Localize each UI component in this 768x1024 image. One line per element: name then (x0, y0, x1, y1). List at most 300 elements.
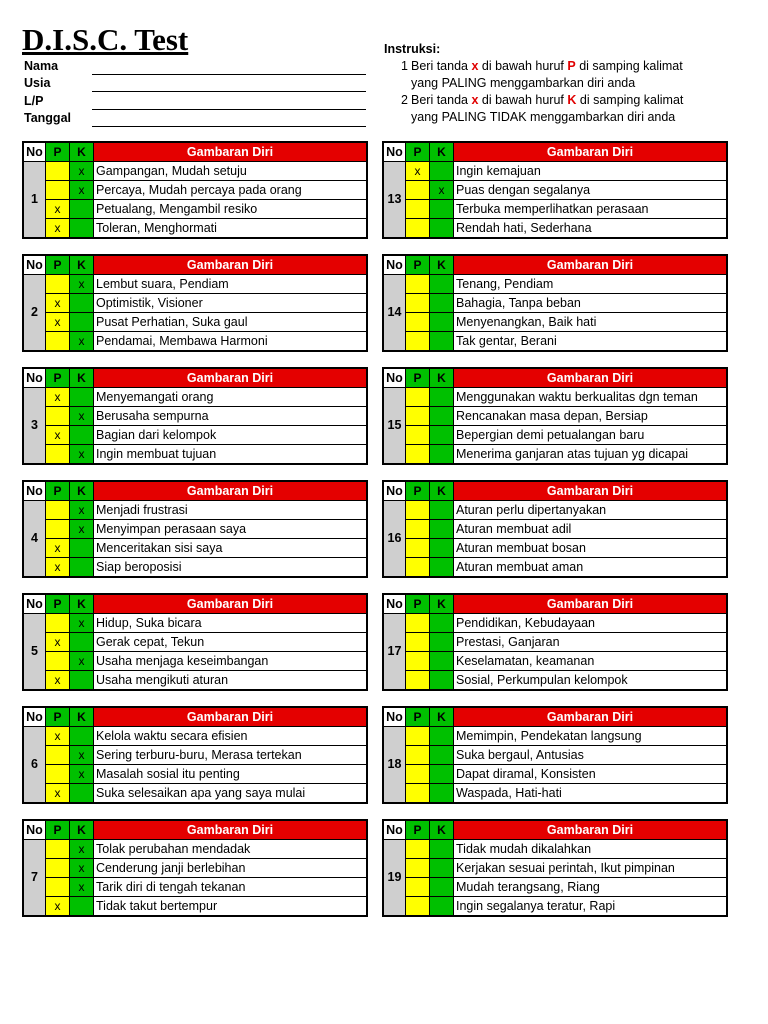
table-row (384, 200, 727, 219)
statement-text: Ingin segalanya teratur, Rapi (454, 897, 727, 916)
k-checkbox[interactable]: x (70, 501, 94, 520)
instruction-mark: x (471, 93, 479, 107)
k-checkbox[interactable]: x (70, 275, 94, 294)
disc-group-6 (22, 706, 368, 804)
p-checkbox[interactable] (406, 652, 430, 671)
p-checkbox[interactable]: x (46, 539, 70, 558)
group-number: 7 (24, 840, 46, 916)
statement-text: Dapat diramal, Konsisten (454, 765, 727, 784)
table-row (24, 219, 367, 238)
table-header-row (384, 708, 727, 727)
header-gambaran-diri: Gambaran Diri (94, 143, 367, 162)
table-row (384, 859, 727, 878)
statement-text: Menyenangkan, Baik hati (454, 313, 727, 332)
table-row (384, 275, 727, 294)
k-checkbox[interactable] (430, 746, 454, 765)
p-checkbox[interactable] (406, 332, 430, 351)
statement-text: Tenang, Pendiam (454, 275, 727, 294)
table-row (384, 219, 727, 238)
k-checkbox[interactable] (430, 294, 454, 313)
table-header-row (24, 482, 367, 501)
table-header-row (384, 256, 727, 275)
header-p: P (46, 821, 70, 840)
table-header-row (24, 256, 367, 275)
p-checkbox[interactable] (406, 388, 430, 407)
p-checkbox[interactable] (406, 294, 430, 313)
p-checkbox[interactable]: x (46, 727, 70, 746)
p-checkbox[interactable] (406, 727, 430, 746)
k-checkbox[interactable]: x (70, 859, 94, 878)
k-checkbox[interactable] (430, 784, 454, 803)
instruction-number: 1 (401, 59, 408, 73)
statement-text: Menerima ganjaran atas tujuan yg dicapai (454, 445, 727, 464)
k-checkbox[interactable] (70, 558, 94, 577)
header-gambaran-diri: Gambaran Diri (454, 595, 727, 614)
k-checkbox[interactable]: x (70, 162, 94, 181)
k-checkbox[interactable] (70, 784, 94, 803)
header-no: No (24, 821, 46, 840)
p-checkbox[interactable] (46, 445, 70, 464)
disc-group-13 (382, 141, 728, 239)
disc-group-2 (22, 254, 368, 352)
table-row (384, 784, 727, 803)
header-p: P (46, 143, 70, 162)
k-checkbox[interactable]: x (70, 614, 94, 633)
statement-text: Siap beroposisi (94, 558, 367, 577)
header-gambaran-diri: Gambaran Diri (94, 369, 367, 388)
statement-text: Menggunakan waktu berkualitas dgn teman (454, 388, 727, 407)
disc-group-5 (22, 593, 368, 691)
header-k: K (70, 708, 94, 727)
statement-text: Aturan membuat adil (454, 520, 727, 539)
table-row (384, 878, 727, 897)
k-checkbox[interactable] (70, 388, 94, 407)
table-row (24, 746, 367, 765)
p-checkbox[interactable] (406, 784, 430, 803)
group-number: 18 (384, 727, 406, 803)
statement-text: Aturan membuat aman (454, 558, 727, 577)
p-checkbox[interactable] (406, 539, 430, 558)
table-row (24, 520, 367, 539)
statement-text: Rendah hati, Sederhana (454, 219, 727, 238)
p-checkbox[interactable] (46, 652, 70, 671)
p-checkbox[interactable] (46, 162, 70, 181)
k-checkbox[interactable] (430, 840, 454, 859)
header-p: P (46, 482, 70, 501)
header-k: K (70, 595, 94, 614)
k-checkbox[interactable] (430, 859, 454, 878)
statement-text: Optimistik, Visioner (94, 294, 367, 313)
k-checkbox[interactable] (430, 897, 454, 916)
table-row (24, 897, 367, 916)
table-row (24, 558, 367, 577)
p-checkbox[interactable] (46, 332, 70, 351)
k-checkbox[interactable] (430, 652, 454, 671)
k-checkbox[interactable] (430, 520, 454, 539)
header-p: P (46, 256, 70, 275)
table-header-row (24, 143, 367, 162)
table-header-row (24, 821, 367, 840)
p-checkbox[interactable] (406, 501, 430, 520)
k-checkbox[interactable]: x (70, 765, 94, 784)
k-checkbox[interactable] (70, 633, 94, 652)
p-checkbox[interactable]: x (46, 426, 70, 445)
k-checkbox[interactable]: x (70, 878, 94, 897)
instruction-letter-p: P (567, 59, 576, 73)
k-checkbox[interactable] (70, 219, 94, 238)
table-row (384, 162, 727, 181)
table-header-row (24, 708, 367, 727)
header-p: P (406, 256, 430, 275)
header-p: P (46, 369, 70, 388)
p-checkbox[interactable] (406, 275, 430, 294)
header-p: P (46, 595, 70, 614)
statement-text: Hidup, Suka bicara (94, 614, 367, 633)
instruction-text: di bawah huruf (478, 59, 568, 73)
table-row (24, 784, 367, 803)
table-row (384, 633, 727, 652)
statement-text: Rencanakan masa depan, Bersiap (454, 407, 727, 426)
k-checkbox[interactable] (430, 332, 454, 351)
p-checkbox[interactable]: x (46, 784, 70, 803)
k-checkbox[interactable]: x (70, 746, 94, 765)
group-number: 14 (384, 275, 406, 351)
k-checkbox[interactable]: x (70, 407, 94, 426)
table-row (384, 614, 727, 633)
disc-group-15 (382, 367, 728, 465)
header-no: No (384, 595, 406, 614)
statement-text: Pusat Perhatian, Suka gaul (94, 313, 367, 332)
group-number: 3 (24, 388, 46, 464)
table-row (384, 520, 727, 539)
p-checkbox[interactable] (46, 859, 70, 878)
header-k: K (430, 821, 454, 840)
instruction-text: di bawah huruf (478, 93, 568, 107)
k-checkbox[interactable] (430, 445, 454, 464)
k-checkbox[interactable]: x (70, 520, 94, 539)
k-checkbox[interactable] (70, 539, 94, 558)
table-row (24, 313, 367, 332)
group-number: 19 (384, 840, 406, 916)
instruction-letter-k: K (567, 93, 577, 107)
header-k: K (430, 482, 454, 501)
p-checkbox[interactable] (46, 520, 70, 539)
statement-text: Aturan perlu dipertanyakan (454, 501, 727, 520)
instruction-line-3 (384, 92, 764, 109)
disc-group-17 (382, 593, 728, 691)
k-checkbox[interactable] (70, 897, 94, 916)
disc-group-4 (22, 480, 368, 578)
header-gambaran-diri: Gambaran Diri (454, 708, 727, 727)
k-checkbox[interactable] (430, 539, 454, 558)
p-checkbox[interactable] (406, 878, 430, 897)
table-row (384, 558, 727, 577)
header-gambaran-diri: Gambaran Diri (94, 821, 367, 840)
p-checkbox[interactable] (406, 181, 430, 200)
k-checkbox[interactable] (70, 727, 94, 746)
table-row (384, 501, 727, 520)
k-checkbox[interactable] (430, 407, 454, 426)
p-checkbox[interactable] (406, 520, 430, 539)
table-row (24, 407, 367, 426)
header-p: P (406, 821, 430, 840)
statement-text: Percaya, Mudah percaya pada orang (94, 181, 367, 200)
p-checkbox[interactable] (406, 671, 430, 690)
table-row (24, 652, 367, 671)
table-row (384, 294, 727, 313)
table-header-row (24, 369, 367, 388)
usia-field[interactable] (92, 75, 366, 92)
statement-text: Suka selesaikan apa yang saya mulai (94, 784, 367, 803)
p-checkbox[interactable] (46, 407, 70, 426)
p-checkbox[interactable] (46, 746, 70, 765)
header-no: No (384, 369, 406, 388)
instruction-text: yang PALING TIDAK menggambarkan diri anda (411, 110, 676, 124)
p-checkbox[interactable]: x (46, 219, 70, 238)
statement-text: Prestasi, Ganjaran (454, 633, 727, 652)
p-checkbox[interactable]: x (46, 671, 70, 690)
disc-group-1 (22, 141, 368, 239)
statement-text: Kelola waktu secara efisien (94, 727, 367, 746)
instruction-number: 2 (401, 93, 408, 107)
lp-field[interactable] (92, 93, 366, 110)
table-row (384, 727, 727, 746)
table-row (384, 407, 727, 426)
k-checkbox[interactable] (430, 162, 454, 181)
table-row (24, 878, 367, 897)
k-checkbox[interactable]: x (430, 181, 454, 200)
table-row (384, 313, 727, 332)
table-row (24, 332, 367, 351)
k-checkbox[interactable] (430, 765, 454, 784)
header-no: No (24, 369, 46, 388)
p-checkbox[interactable]: x (46, 200, 70, 219)
header-gambaran-diri: Gambaran Diri (454, 369, 727, 388)
p-checkbox[interactable] (46, 501, 70, 520)
statement-text: Kerjakan sesuai perintah, Ikut pimpinan (454, 859, 727, 878)
table-row (384, 746, 727, 765)
instruction-text: yang PALING menggambarkan diri anda (411, 76, 636, 90)
header-no: No (384, 256, 406, 275)
statement-text: Menjadi frustrasi (94, 501, 367, 520)
p-checkbox[interactable]: x (46, 294, 70, 313)
p-checkbox[interactable] (46, 275, 70, 294)
instructions-heading: Instruksi: (384, 42, 441, 56)
header-gambaran-diri: Gambaran Diri (454, 482, 727, 501)
table-row (24, 426, 367, 445)
tanggal-field[interactable] (92, 110, 366, 127)
p-checkbox[interactable] (406, 897, 430, 916)
p-checkbox[interactable] (46, 765, 70, 784)
p-checkbox[interactable] (406, 614, 430, 633)
table-row (24, 727, 367, 746)
p-checkbox[interactable] (406, 765, 430, 784)
k-checkbox[interactable] (430, 633, 454, 652)
p-checkbox[interactable] (46, 878, 70, 897)
field-label-tanggal: Tanggal (24, 111, 71, 125)
table-row (384, 388, 727, 407)
table-row (384, 765, 727, 784)
p-checkbox[interactable] (46, 181, 70, 200)
k-checkbox[interactable] (430, 614, 454, 633)
p-checkbox[interactable] (406, 219, 430, 238)
group-number: 1 (24, 162, 46, 238)
statement-text: Sosial, Perkumpulan kelompok (454, 671, 727, 690)
k-checkbox[interactable]: x (70, 652, 94, 671)
header-gambaran-diri: Gambaran Diri (94, 482, 367, 501)
statement-text: Tak gentar, Berani (454, 332, 727, 351)
statement-text: Menyemangati orang (94, 388, 367, 407)
table-header-row (384, 821, 727, 840)
header-k: K (70, 369, 94, 388)
statement-text: Masalah sosial itu penting (94, 765, 367, 784)
table-row (384, 652, 727, 671)
group-number: 17 (384, 614, 406, 690)
statement-text: Usaha menjaga keseimbangan (94, 652, 367, 671)
k-checkbox[interactable] (430, 671, 454, 690)
header-gambaran-diri: Gambaran Diri (454, 143, 727, 162)
p-checkbox[interactable] (406, 633, 430, 652)
p-checkbox[interactable] (406, 426, 430, 445)
header-k: K (70, 482, 94, 501)
header-p: P (46, 708, 70, 727)
field-label-nama: Nama (24, 59, 59, 73)
instruction-line-1 (384, 58, 764, 75)
header-k: K (430, 369, 454, 388)
statement-text: Toleran, Menghormati (94, 219, 367, 238)
group-number: 2 (24, 275, 46, 351)
k-checkbox[interactable] (70, 426, 94, 445)
table-row (384, 897, 727, 916)
p-checkbox[interactable] (406, 746, 430, 765)
k-checkbox[interactable]: x (70, 181, 94, 200)
k-checkbox[interactable]: x (70, 332, 94, 351)
group-number: 13 (384, 162, 406, 238)
disc-group-14 (382, 254, 728, 352)
statement-text: Gampangan, Mudah setuju (94, 162, 367, 181)
table-row (24, 200, 367, 219)
p-checkbox[interactable] (406, 407, 430, 426)
k-checkbox[interactable] (430, 727, 454, 746)
k-checkbox[interactable] (70, 671, 94, 690)
statement-text: Suka bergaul, Antusias (454, 746, 727, 765)
header-gambaran-diri: Gambaran Diri (454, 256, 727, 275)
statement-text: Bagian dari kelompok (94, 426, 367, 445)
p-checkbox[interactable]: x (406, 162, 430, 181)
k-checkbox[interactable] (430, 200, 454, 219)
header-no: No (24, 256, 46, 275)
k-checkbox[interactable]: x (70, 445, 94, 464)
table-row (24, 539, 367, 558)
header-k: K (70, 143, 94, 162)
header-no: No (24, 708, 46, 727)
k-checkbox[interactable] (430, 426, 454, 445)
p-checkbox[interactable] (406, 313, 430, 332)
p-checkbox[interactable] (46, 614, 70, 633)
table-row (384, 332, 727, 351)
disc-group-7 (22, 819, 368, 917)
header-p: P (406, 369, 430, 388)
k-checkbox[interactable] (430, 878, 454, 897)
p-checkbox[interactable] (406, 558, 430, 577)
header-no: No (384, 821, 406, 840)
p-checkbox[interactable] (406, 200, 430, 219)
header-k: K (70, 821, 94, 840)
p-checkbox[interactable]: x (46, 558, 70, 577)
statement-text: Ingin kemajuan (454, 162, 727, 181)
k-checkbox[interactable] (70, 200, 94, 219)
table-header-row (384, 369, 727, 388)
group-number: 6 (24, 727, 46, 803)
table-row (24, 859, 367, 878)
table-row (24, 294, 367, 313)
statement-text: Cenderung janji berlebihan (94, 859, 367, 878)
k-checkbox[interactable] (430, 388, 454, 407)
p-checkbox[interactable] (406, 859, 430, 878)
group-number: 4 (24, 501, 46, 577)
page-title: D.I.S.C. Test (22, 22, 189, 57)
header-no: No (384, 708, 406, 727)
p-checkbox[interactable] (46, 840, 70, 859)
header-no: No (24, 482, 46, 501)
statement-text: Aturan membuat bosan (454, 539, 727, 558)
statement-text: Pendamai, Membawa Harmoni (94, 332, 367, 351)
instruction-text: di samping kalimat (576, 93, 684, 107)
p-checkbox[interactable]: x (46, 633, 70, 652)
statement-text: Waspada, Hati-hati (454, 784, 727, 803)
k-checkbox[interactable] (430, 275, 454, 294)
k-checkbox[interactable]: x (70, 840, 94, 859)
k-checkbox[interactable] (430, 558, 454, 577)
nama-field[interactable] (92, 58, 366, 75)
k-checkbox[interactable] (70, 294, 94, 313)
table-row (24, 162, 367, 181)
k-checkbox[interactable] (70, 313, 94, 332)
disc-group-3 (22, 367, 368, 465)
table-row (24, 671, 367, 690)
header-k: K (70, 256, 94, 275)
k-checkbox[interactable] (430, 313, 454, 332)
statement-text: Berusaha sempurna (94, 407, 367, 426)
p-checkbox[interactable]: x (46, 897, 70, 916)
table-row (384, 539, 727, 558)
field-label-lp: L/P (24, 94, 44, 108)
table-row (384, 671, 727, 690)
table-header-row (384, 482, 727, 501)
statement-text: Lembut suara, Pendiam (94, 275, 367, 294)
header-p: P (406, 482, 430, 501)
header-no: No (24, 595, 46, 614)
table-row (24, 445, 367, 464)
p-checkbox[interactable]: x (46, 388, 70, 407)
field-label-usia: Usia (24, 76, 51, 90)
statement-text: Terbuka memperlihatkan perasaan (454, 200, 727, 219)
k-checkbox[interactable] (430, 219, 454, 238)
k-checkbox[interactable] (430, 501, 454, 520)
statement-text: Tarik diri di tengah tekanan (94, 878, 367, 897)
table-row (24, 275, 367, 294)
table-header-row (24, 595, 367, 614)
header-no: No (384, 143, 406, 162)
p-checkbox[interactable] (406, 840, 430, 859)
table-header-row (384, 595, 727, 614)
disc-group-16 (382, 480, 728, 578)
p-checkbox[interactable] (406, 445, 430, 464)
header-gambaran-diri: Gambaran Diri (454, 821, 727, 840)
instructions (384, 41, 764, 126)
table-row (24, 840, 367, 859)
p-checkbox[interactable]: x (46, 313, 70, 332)
